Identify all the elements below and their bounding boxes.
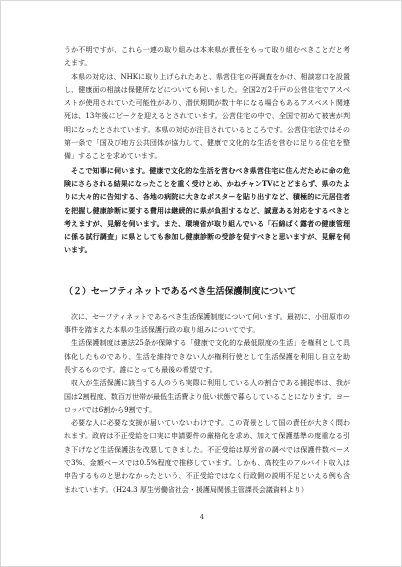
paragraph-6: 収入が生活保護に該当する人のうち実際に利用している人の割合である捕捉率は、我が国は2割程度、数百万世帯が最低生活費より低い状態で暮らしていることになります。ヨーロッパでは6割から9割です。 xyxy=(64,379,350,414)
paragraph-2: 本県の対応は、NHKに取り上げられたあと、県営住宅の再調査をかけ、相談窓口を設置し、健康面の相談は保健所などについても伺いました。全国2万2千戸の公営住宅でアスベストが使用されていた可能性があり、潜伏期間が数十年になる場合もあるアスベスト関連死は、13年後にピークを迎えるとされています。公営住宅の中で、全国で初めて被害が判明になったとされています。本県の対応が注目されているところです。公営住宅法ではその第一条で「国及び地方公共団体が協力して、健康で文化的な生活を営むに足りる住宅を整備」することを求めています。 xyxy=(64,72,350,161)
paragraph-7: 必要な人に必要な支援が届いていないわけです。この背景として国の責任が大きく問われます。政府は不正受給を口実に申請要件の厳格化を求め、加えて保護基準の度重なる引き下げなど生活保護法を改悪してきました。不正受給は厚労省の調べでは保護件数ベースで3%、金額ベースでは0.5%程度で推移しています。しかも、高校生のアルバイト収入は申告するものと思わなかったという、不正受給ではなく行政側の説明不足といえる例も含まれています。（H24.3 厚生労働省社会・援護局関係主管課長会議資料より） xyxy=(64,419,350,494)
paragraph-3-question: そこで知事に伺います。健康で文化的な生活を営むべき県営住宅に住んだために命の危険にさらされる結果になったことを重く受けとめ、かねチャンTVにとどまらず、県のたよりに大々的に告知する、各地の病院に大きなポスターを貼り出すなど、積極的に元居住者を把握し健康診断に要する費用は継続的に県が負担するなど、誠意ある対応をするべきと考えますが、見解を伺います。また、環境省が取り組んでいる「石綿ばく露者の健康管理に係る試行調査」に県としても参加し健康診断の受診を促すべきと思いますが、見解を伺います。 xyxy=(64,165,350,255)
section-heading: （２）セーフティネットであるべき生活保護制度について xyxy=(64,286,297,297)
paragraph-1: うか不明ですが、これら一連の取り組みは本来県が責任をもって取り組むべきことだと考えます。 xyxy=(64,46,350,68)
spacer xyxy=(64,257,350,271)
paragraph-5: 生活保護制度は憲法25条が保障する「健康で文化的な最低限度の生活」を権利として具体化したものであり、生活を維持できない人が権利行使として生活保護を利用し自立を助長するものです。誰にとっても最後の希望です。 xyxy=(64,339,350,374)
page-number: 4 xyxy=(199,513,205,521)
paragraph-4: 次に、セーフティネットであるべき生活保護制度について伺います。最初に、小田原市の事件を踏まえた本県の生活保護行政の取り組みについてです。 xyxy=(64,312,350,335)
page-body xyxy=(64,44,350,497)
